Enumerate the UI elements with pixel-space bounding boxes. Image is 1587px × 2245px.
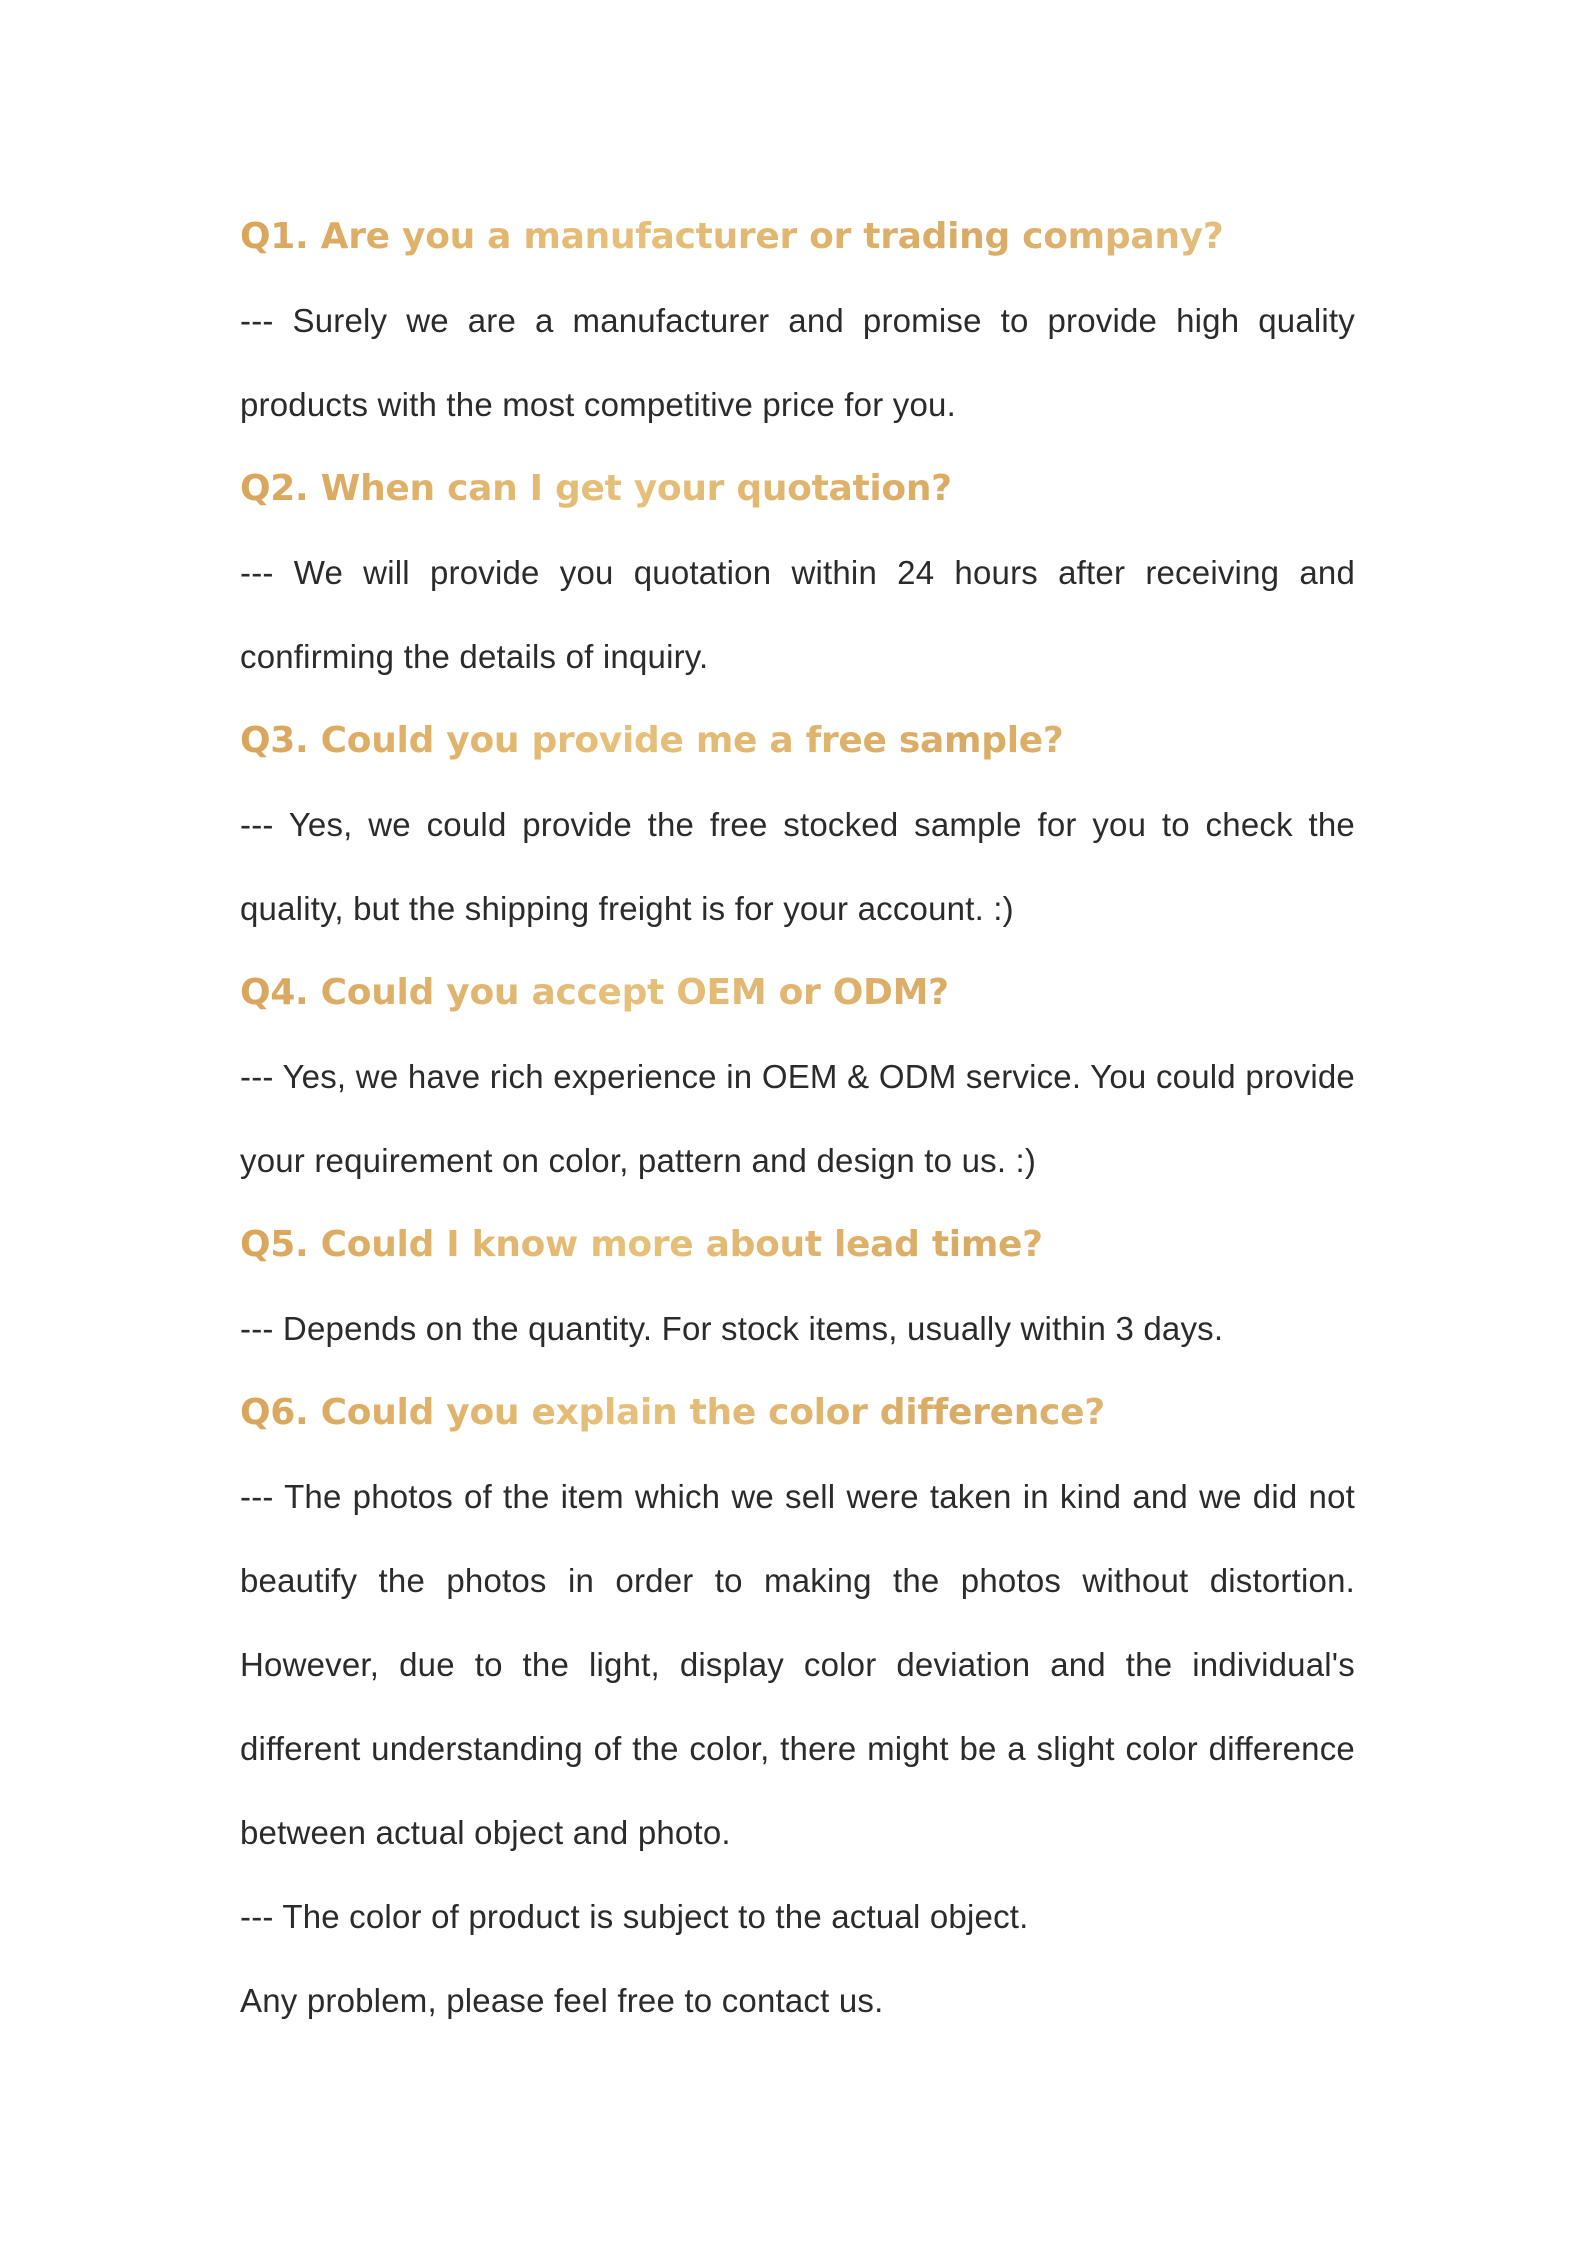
faq-item-q5 [240,1203,1355,1371]
faq-item-q2 [240,447,1355,699]
faq-answer: --- Yes, we have rich experience in OEM & ODM service. You could provide your requirement on color, pattern and design to us. :) [240,1058,1355,1179]
faq-answer: --- We will provide you quotation within 24 hours after receiving and confirming the details of inquiry. [240,554,1355,675]
faq-document [240,195,1355,2043]
faq-question: Q6. Could you explain the color difference? [240,1371,1355,1455]
faq-item-q4 [240,951,1355,1203]
faq-answer: --- Surely we are a manufacturer and promise to provide high quality products with the most competitive price for you. [240,302,1355,423]
faq-question: Q1. Are you a manufacturer or trading company? [240,195,1355,279]
faq-item-q6 [240,1371,1355,1959]
closing-text: Any problem, please feel free to contact us. [240,1982,884,2019]
faq-question: Q3. Could you provide me a free sample? [240,699,1355,783]
faq-note: --- The color of product is subject to the actual object. [240,1898,1029,1935]
faq-answer: --- Yes, we could provide the free stocked sample for you to check the quality, but the shipping freight is for your account. :) [240,806,1355,927]
faq-answer: --- The photos of the item which we sell were taken in kind and we did not beautify the photos in order to making the photos without distortion. However, due to the light, display color deviation and the individual's different understanding of the color, there might be a slight color difference between actual object and photo. [240,1478,1355,1851]
faq-item-q3 [240,699,1355,951]
faq-question: Q4. Could you accept OEM or ODM? [240,951,1355,1035]
faq-question: Q5. Could I know more about lead time? [240,1203,1355,1287]
faq-item-q1 [240,195,1355,447]
faq-question: Q2. When can I get your quotation? [240,447,1355,531]
faq-answer: --- Depends on the quantity. For stock items, usually within 3 days. [240,1310,1224,1347]
